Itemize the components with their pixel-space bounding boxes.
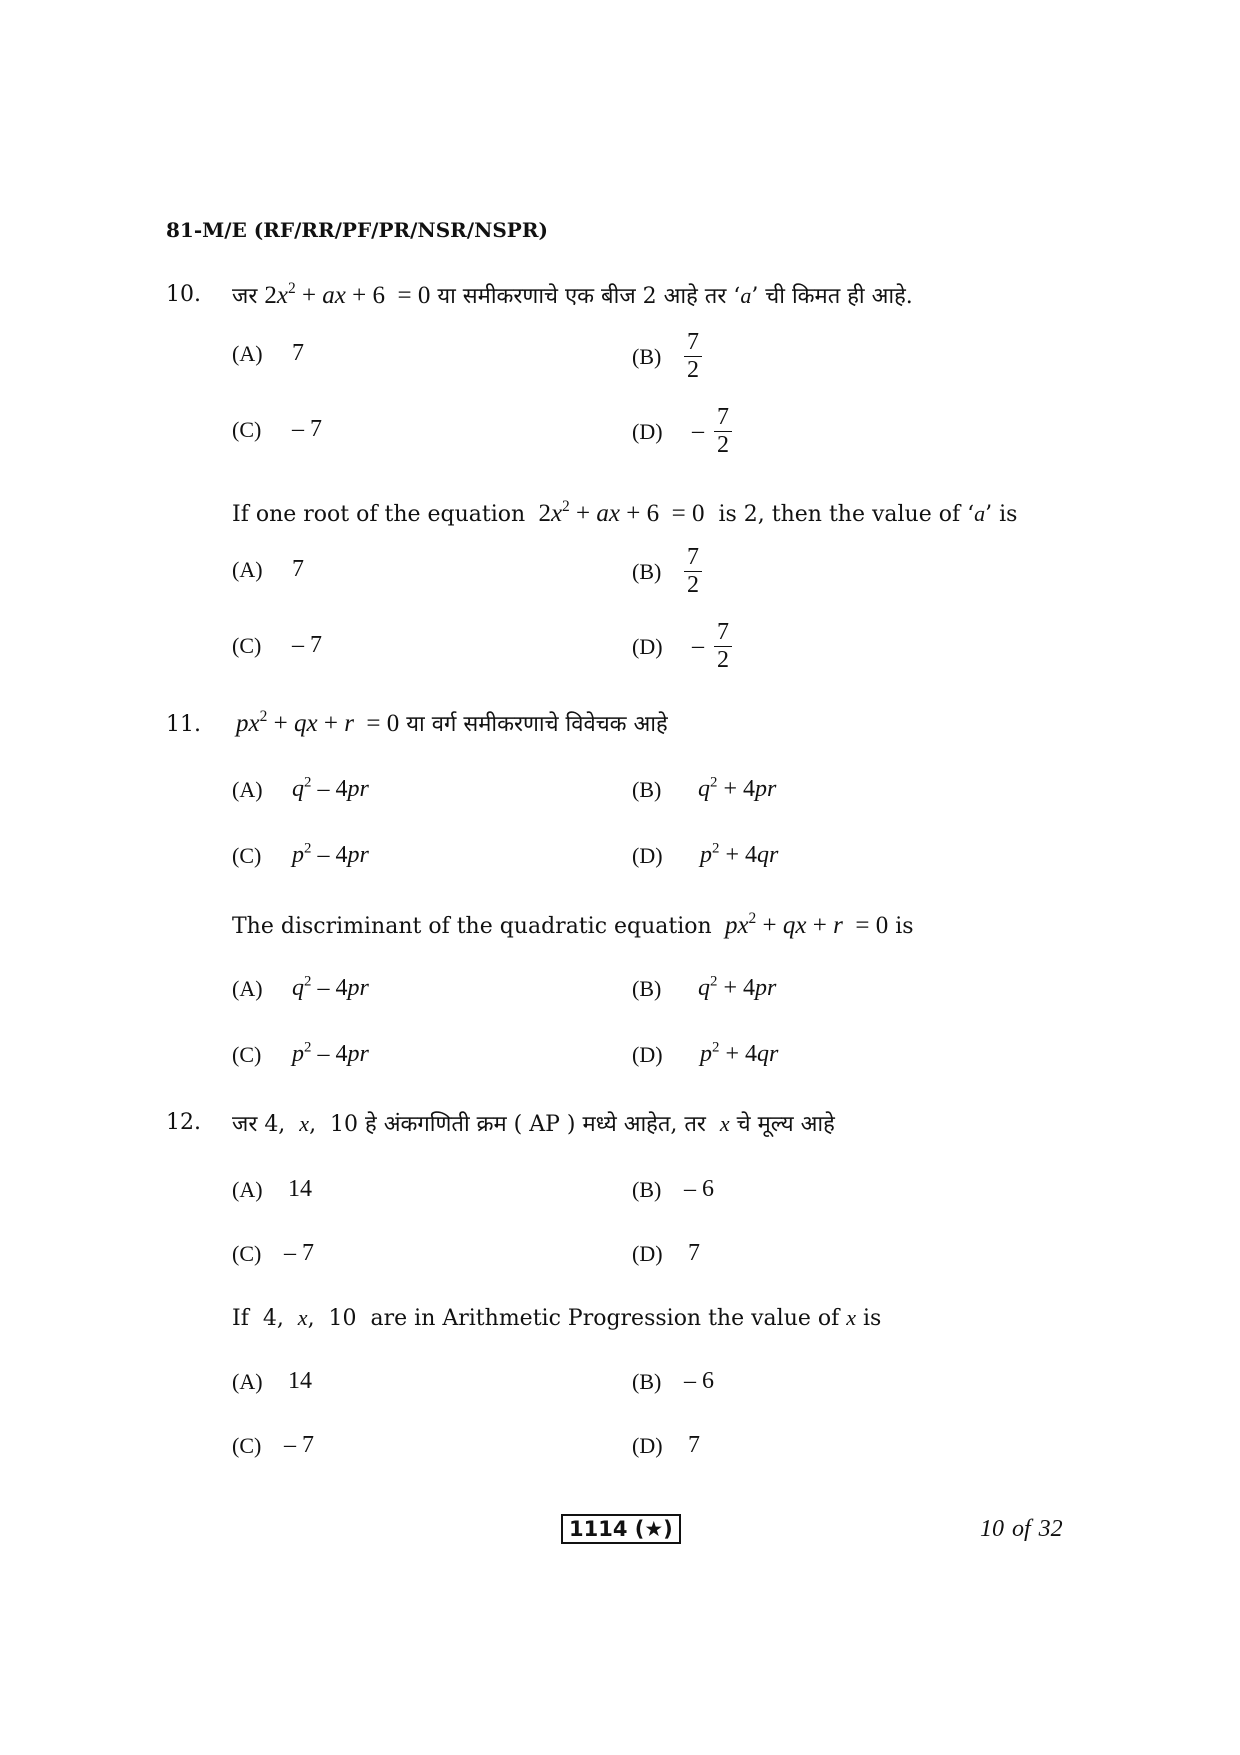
question-11-number: 11. xyxy=(166,712,201,737)
q11-marathi-option-b[interactable]: (B) $q^2 + 4pr$ xyxy=(632,774,777,802)
question-12-english-stem xyxy=(232,1305,881,1331)
q12-marathi-text: जर 4, x, 10 हे अंकगणिती क्रम ( AP ) मध्ये आहेत, तर x चे मूल्य आहे xyxy=(232,1111,835,1137)
q12-marathi-option-a[interactable]: (A) 14 xyxy=(232,1176,312,1202)
q11-english-equation: $px^2$ + qx + r = 0 xyxy=(724,909,889,939)
q12-marathi-option-c[interactable]: (C) – 7 xyxy=(232,1240,314,1266)
q11-marathi-option-a[interactable]: (A) $q^2 - 4pr$ xyxy=(232,774,369,802)
question-10-number: 10. xyxy=(166,282,201,307)
q10-marathi-option-d[interactable]: (D) – $\frac{7}{2}$ xyxy=(632,405,732,458)
q12-english-option-b[interactable]: (B) – 6 xyxy=(632,1368,714,1394)
q12-english-text: If 4, x, 10 are in Arithmetic Progression the value of x is xyxy=(232,1305,882,1331)
q12-english-option-c[interactable]: (C) – 7 xyxy=(232,1432,314,1458)
booklet-code-box: 1114 (★) xyxy=(561,1514,681,1544)
q11-marathi-option-c[interactable]: (C) $p^2 - 4pr$ xyxy=(232,840,369,868)
q10-english-equation: $2x^2$ + ax + 6 = 0 xyxy=(532,497,705,527)
q10-marathi-option-b[interactable]: (B) $\frac{7}{2}$ xyxy=(632,330,702,383)
q11-english-option-a[interactable]: (A) $q^2 - 4pr$ xyxy=(232,973,369,1001)
q11-english-option-b[interactable]: (B) $q^2 + 4pr$ xyxy=(632,973,777,1001)
q10-english-option-c[interactable]: (C) – 7 xyxy=(232,632,322,658)
q10-marathi-prefix: जर xyxy=(232,284,258,309)
q10-marathi-option-c[interactable]: (C) – 7 xyxy=(232,416,322,442)
q11-english-text-before: The discriminant of the quadratic equation xyxy=(232,914,712,939)
q10-english-option-d[interactable]: (D) – $\frac{7}{2}$ xyxy=(632,620,732,673)
q12-marathi-option-d[interactable]: (D) 7 xyxy=(632,1240,700,1266)
fraction-seven-halves: $\frac{7}{2}$ xyxy=(684,545,702,598)
question-12-marathi-stem xyxy=(232,1108,835,1138)
q11-marathi-suffix: या वर्ग समीकरणाचे विवेचक आहे xyxy=(406,712,668,737)
q10-english-text-before: If one root of the equation xyxy=(232,502,526,527)
question-10-english-stem xyxy=(232,497,1018,528)
question-10-marathi-stem xyxy=(232,280,913,310)
question-12-number: 12. xyxy=(166,1110,201,1135)
q11-english-text-after: is xyxy=(895,914,914,939)
q10-english-text-after: is 2, then the value of ‘a’ is xyxy=(711,501,1018,527)
question-11-english-stem xyxy=(232,909,914,940)
q12-english-option-d[interactable]: (D) 7 xyxy=(632,1432,700,1458)
q11-marathi-equation: $px^2$ + qx + r = 0 xyxy=(236,707,400,737)
q10-marathi-option-a[interactable]: (A) 7 xyxy=(232,340,304,366)
fraction-seven-halves: $\frac{7}{2}$ xyxy=(714,620,732,673)
question-11-marathi-stem xyxy=(236,708,668,738)
q11-english-option-c[interactable]: (C) $p^2 - 4pr$ xyxy=(232,1039,369,1067)
q10-marathi-suffix: या समीकरणाचे एक बीज 2 आहे तर ‘a’ ची किमत ही आहे. xyxy=(437,283,913,309)
paper-code: 81-M/E (RF/RR/PF/PR/NSR/NSPR) xyxy=(166,218,548,242)
fraction-seven-halves: $\frac{7}{2}$ xyxy=(684,330,702,383)
q12-english-option-a[interactable]: (A) 14 xyxy=(232,1368,312,1394)
q10-english-option-a[interactable]: (A) 7 xyxy=(232,556,304,582)
fraction-seven-halves: $\frac{7}{2}$ xyxy=(714,405,732,458)
q11-marathi-option-d[interactable]: (D) $p^2 + 4qr$ xyxy=(632,840,779,868)
q12-marathi-option-b[interactable]: (B) – 6 xyxy=(632,1176,714,1202)
page-number: 10 of 32 xyxy=(980,1516,1063,1542)
q10-english-option-b[interactable]: (B) $\frac{7}{2}$ xyxy=(632,545,702,598)
q11-english-option-d[interactable]: (D) $p^2 + 4qr$ xyxy=(632,1039,779,1067)
q10-marathi-equation: $2x^2$ + ax + 6 = 0 xyxy=(264,279,431,309)
